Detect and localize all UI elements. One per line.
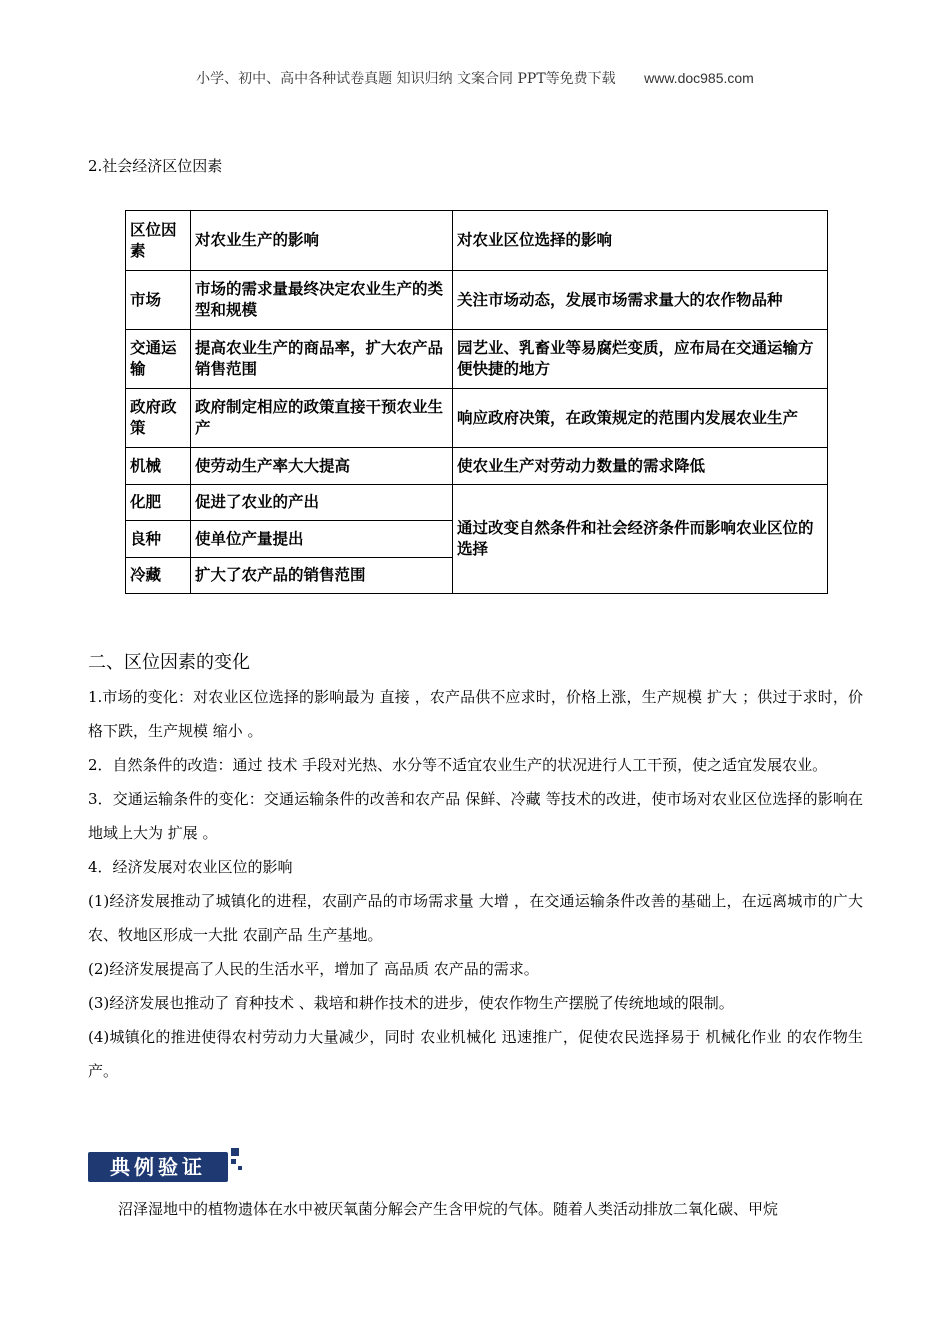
paragraph: 2．自然条件的改造：通过 技术 手段对光热、水分等不适宜农业生产的状况进行人工干预，使之适宜发展农业。 (88, 756, 828, 774)
factor-cell: 交通运输 (126, 330, 191, 389)
production-cell: 政府制定相应的政策直接干预农业生产 (191, 389, 453, 448)
location-cell: 响应政府决策，在政策规定的范围内发展农业生产 (453, 389, 828, 448)
table-row (126, 389, 828, 448)
factor-cell: 良种 (126, 521, 191, 558)
factor-cell: 市场 (126, 271, 191, 330)
factors-table (125, 210, 828, 594)
production-cell: 扩大了农产品的销售范围 (191, 558, 453, 594)
production-cell: 使劳动生产率大大提高 (191, 448, 453, 485)
paragraph: 4．经济发展对农业区位的影响 (88, 858, 293, 876)
table-row (126, 330, 828, 389)
paragraph: 3．交通运输条件的变化：交通运输条件的改善和农产品 保鲜、冷藏 等技术的改进，使市场对农业区位选择的影响在地域上大为 扩展 。 (88, 790, 863, 842)
body-text (88, 680, 863, 1088)
paragraph: 1.市场的变化：对农业区位选择的影响最为 直接 ，农产品供不应求时，价格上涨，生产规模 扩大 ；供过于求时，价格下跌，生产规模 缩小 。 (88, 688, 863, 740)
section-title: 2.社会经济区位因素 (88, 157, 223, 175)
paragraph: (4)城镇化的推进使得农村劳动力大量减少，同时 农业机械化 迅速推广，促使农民选择易于 机械化作业 的农作物生产。 (88, 1028, 863, 1080)
factor-cell: 冷藏 (126, 558, 191, 594)
page-header (0, 68, 950, 88)
header-text: 小学、初中、高中各种试卷真题 知识归纳 文案合同 PPT等免费下载 (196, 71, 616, 87)
badge-decoration-icon (231, 1148, 239, 1156)
location-cell: 园艺业、乳畜业等易腐烂变质，应布局在交通运输方便快捷的地方 (453, 330, 828, 389)
table-header-cell: 对农业区位选择的影响 (453, 211, 828, 271)
factor-cell: 政府政策 (126, 389, 191, 448)
location-cell: 使农业生产对劳动力数量的需求降低 (453, 448, 828, 485)
factor-cell: 机械 (126, 448, 191, 485)
paragraph: (3)经济发展也推动了 育种技术 、栽培和耕作技术的进步，使农作物生产摆脱了传统地域的限制。 (88, 994, 734, 1012)
paragraph: (1)经济发展推动了城镇化的进程，农副产品的市场需求量 大增 ，在交通运输条件改善的基础上，在远离城市的广大农、牧地区形成一大批 农副产品 生产基地。 (88, 892, 863, 944)
example-text: 沼泽湿地中的植物遗体在水中被厌氧菌分解会产生含甲烷的气体。随着人类活动排放二氧化碳、甲烷 (118, 1200, 779, 1218)
header-site: www.doc985.com (644, 70, 754, 86)
table-header-row (126, 211, 828, 271)
badge-decoration-icon (231, 1159, 236, 1164)
production-cell: 市场的需求量最终决定农业生产的类型和规模 (191, 271, 453, 330)
production-cell: 提高农业生产的商品率，扩大农产品销售范围 (191, 330, 453, 389)
table-header-cell: 区位因素 (126, 211, 191, 271)
production-cell: 使单位产量提出 (191, 521, 453, 558)
section-heading: 二、区位因素的变化 (88, 652, 250, 673)
badge-decoration-icon (238, 1166, 242, 1170)
production-cell: 促进了农业的产出 (191, 485, 453, 521)
table-row (126, 448, 828, 485)
table-row (126, 271, 828, 330)
paragraph: (2)经济发展提高了人民的生活水平，增加了 高品质 农产品的需求。 (88, 960, 539, 978)
location-cell: 关注市场动态，发展市场需求量大的农作物品种 (453, 271, 828, 330)
badge-label: 典例验证 (88, 1152, 228, 1182)
factor-cell: 化肥 (126, 485, 191, 521)
example-badge (88, 1148, 243, 1184)
table-row (126, 485, 828, 521)
table-header-cell: 对农业生产的影响 (191, 211, 453, 271)
location-cell-merged: 通过改变自然条件和社会经济条件而影响农业区位的选择 (453, 485, 828, 594)
